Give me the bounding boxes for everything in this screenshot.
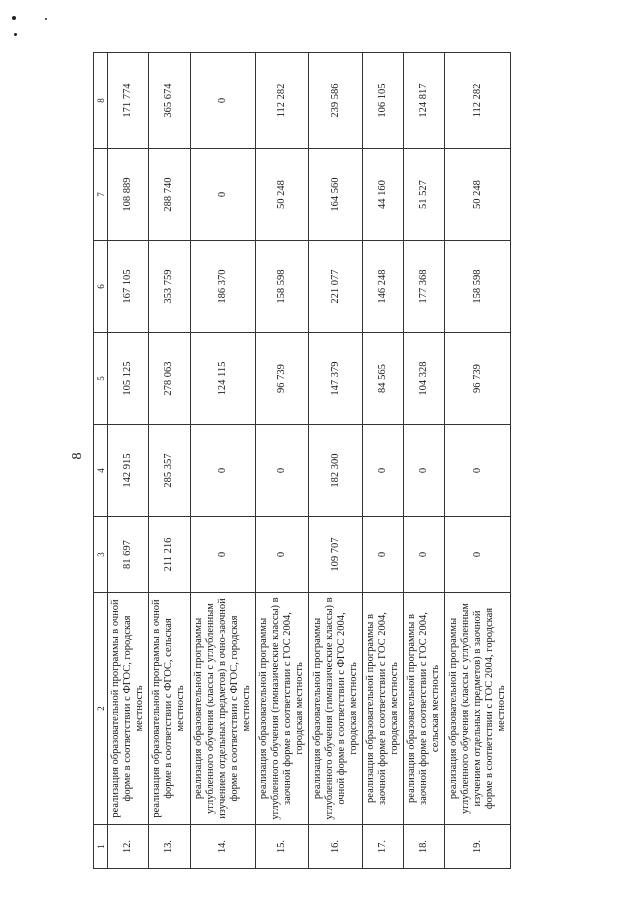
column-header: 4 — [94, 425, 108, 517]
cell-col8: 106 105 — [362, 53, 403, 149]
cell-col4: 142 915 — [108, 425, 149, 517]
cell-col3: 0 — [404, 517, 445, 593]
cell-col4: 182 300 — [309, 425, 362, 517]
cell-col7: 0 — [190, 149, 255, 241]
data-table — [93, 52, 511, 869]
cell-col6: 158 598 — [445, 241, 511, 333]
row-description: реализация образовательной программы углубленного обучения (классы с углубленным изучением отдельных предметов) в очно-заочной форме в соответствии с ФГОС, городская местность — [190, 593, 255, 825]
cell-col8: 0 — [190, 53, 255, 149]
cell-col3: 81 697 — [108, 517, 149, 593]
cell-col6: 167 105 — [108, 241, 149, 333]
cell-col8: 124 817 — [404, 53, 445, 149]
cell-col7: 44 160 — [362, 149, 403, 241]
table-row — [108, 53, 149, 869]
cell-col7: 164 560 — [309, 149, 362, 241]
row-number: 13. — [149, 825, 190, 869]
cell-col8: 365 674 — [149, 53, 190, 149]
cell-col3: 0 — [190, 517, 255, 593]
cell-col6: 146 248 — [362, 241, 403, 333]
column-header: 3 — [94, 517, 108, 593]
cell-col8: 239 586 — [309, 53, 362, 149]
cell-col5: 96 739 — [256, 333, 309, 425]
row-number: 16. — [309, 825, 362, 869]
row-description: реализация образовательной программы в очной форме в соответствии с ФГОС, городская местность — [108, 593, 149, 825]
row-number: 15. — [256, 825, 309, 869]
row-description: реализация образовательной программы в очной форме в соответствии с ФГОС, сельская местность — [149, 593, 190, 825]
cell-col7: 108 889 — [108, 149, 149, 241]
table-header-row — [94, 53, 108, 869]
scan-speck — [12, 16, 16, 20]
scan-speck — [14, 33, 17, 36]
cell-col4: 0 — [190, 425, 255, 517]
document-table-area — [93, 53, 511, 869]
table-row — [404, 53, 445, 869]
cell-col6: 353 759 — [149, 241, 190, 333]
cell-col5: 278 063 — [149, 333, 190, 425]
row-number: 17. — [362, 825, 403, 869]
table-row — [362, 53, 403, 869]
scan-speck — [45, 18, 47, 20]
cell-col4: 0 — [256, 425, 309, 517]
row-description: реализация образовательной программы углубленного обучения (гимназические классы) в заочной форме в соответствии с ГОС 2004, городская местность — [256, 593, 309, 825]
table-row — [190, 53, 255, 869]
row-number: 14. — [190, 825, 255, 869]
cell-col6: 158 598 — [256, 241, 309, 333]
row-description: реализация образовательной программы углубленного обучения (гимназические классы) в очной форме в соответствии с ФГОС 2004, городская местность — [309, 593, 362, 825]
column-header: 8 — [94, 53, 108, 149]
row-number: 18. — [404, 825, 445, 869]
cell-col6: 177 368 — [404, 241, 445, 333]
table-row — [445, 53, 511, 869]
column-header: 7 — [94, 149, 108, 241]
table-row — [309, 53, 362, 869]
cell-col8: 112 282 — [445, 53, 511, 149]
cell-col3: 0 — [256, 517, 309, 593]
row-description: реализация образовательной программы в заочной форме в соответствии с ГОС 2004, сельская местность — [404, 593, 445, 825]
table-row — [149, 53, 190, 869]
table-row — [256, 53, 309, 869]
row-number: 19. — [445, 825, 511, 869]
column-header: 1 — [94, 825, 108, 869]
cell-col5: 84 565 — [362, 333, 403, 425]
cell-col3: 109 707 — [309, 517, 362, 593]
cell-col4: 285 357 — [149, 425, 190, 517]
column-header: 6 — [94, 241, 108, 333]
cell-col3: 0 — [445, 517, 511, 593]
page-number: 8 — [70, 452, 85, 460]
column-header: 5 — [94, 333, 108, 425]
cell-col7: 50 248 — [445, 149, 511, 241]
cell-col7: 50 248 — [256, 149, 309, 241]
column-header: 2 — [94, 593, 108, 825]
cell-col6: 221 077 — [309, 241, 362, 333]
cell-col7: 288 740 — [149, 149, 190, 241]
cell-col5: 124 115 — [190, 333, 255, 425]
cell-col7: 51 527 — [404, 149, 445, 241]
row-description: реализация образовательной программы в заочной форме в соответствии с ГОС 2004, городская местность — [362, 593, 403, 825]
cell-col6: 186 370 — [190, 241, 255, 333]
cell-col3: 211 216 — [149, 517, 190, 593]
cell-col5: 147 379 — [309, 333, 362, 425]
cell-col4: 0 — [404, 425, 445, 517]
cell-col3: 0 — [362, 517, 403, 593]
row-number: 12. — [108, 825, 149, 869]
cell-col5: 104 328 — [404, 333, 445, 425]
cell-col4: 0 — [445, 425, 511, 517]
cell-col5: 96 739 — [445, 333, 511, 425]
cell-col8: 112 282 — [256, 53, 309, 149]
cell-col8: 171 774 — [108, 53, 149, 149]
row-description: реализация образовательной программы углубленного обучения (классы с углубленным изучением отдельных предметов) в заочной форме в соответствии с ГОС 2004, городская местность — [445, 593, 511, 825]
cell-col5: 105 125 — [108, 333, 149, 425]
cell-col4: 0 — [362, 425, 403, 517]
